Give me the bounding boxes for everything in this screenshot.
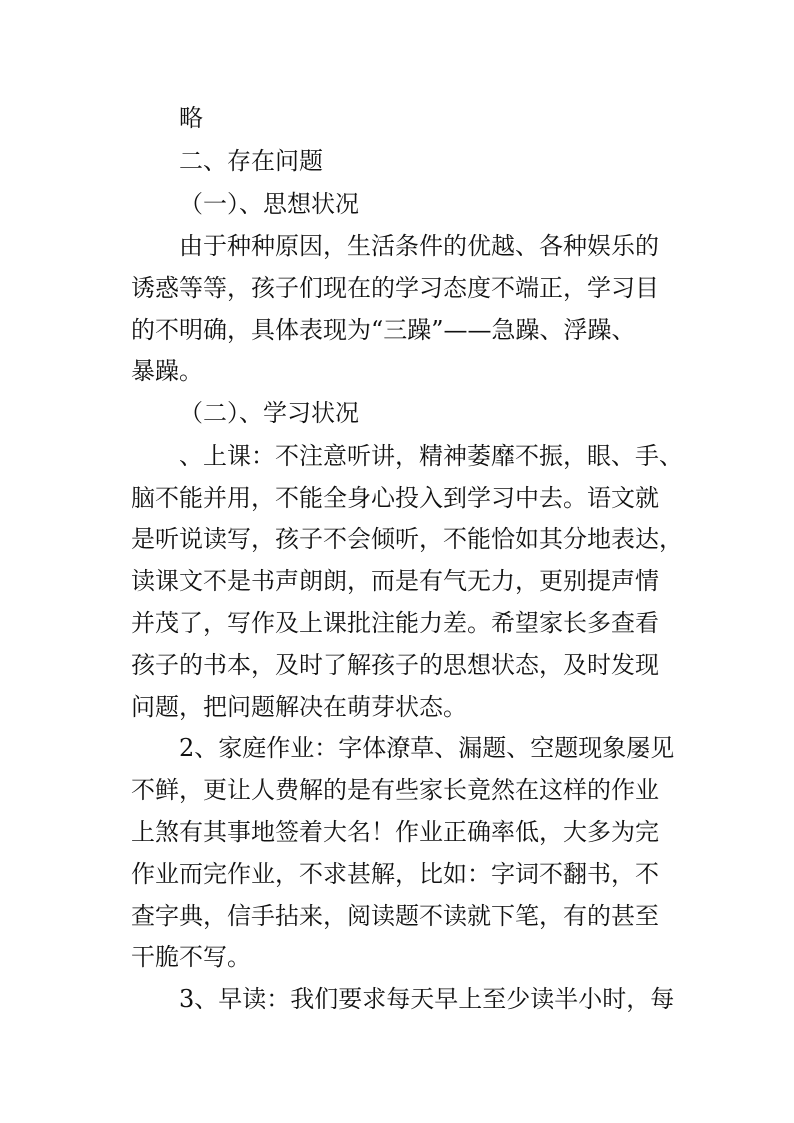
paragraph-line: 并茂了，写作及上课批注能力差。希望家长多查看 [131, 609, 659, 637]
paragraph-line: 的不明确，具体表现为“三躁”——急躁、浮躁、 [131, 316, 636, 344]
paragraph-line: 3、早读：我们要求每天早上至少读半小时，每 [179, 985, 675, 1013]
paragraph-line: 暴躁。 [131, 357, 203, 385]
paragraph-line: 查字典，信手拈来，阅读题不读就下笔，有的甚至 [131, 902, 659, 930]
paragraph-line: 读课文不是书声朗朗，而是有气无力，更别提声情 [131, 567, 659, 595]
paragraph-line: 略 [179, 104, 203, 132]
subsection-heading: （一）、思想状况 [179, 190, 359, 218]
paragraph-line: 作业而完作业，不求甚解，比如：字词不翻书，不 [131, 860, 659, 888]
paragraph-line: 干脆不写。 [131, 943, 251, 971]
paragraph-line: 是听说读写，孩子不会倾听，不能恰如其分地表达， [131, 525, 683, 553]
paragraph-line: 2、家庭作业：字体潦草、漏题、空题现象屡见 [179, 734, 675, 762]
paragraph-line: 孩子的书本，及时了解孩子的思想状态，及时发现 [131, 651, 659, 679]
paragraph-line: 脑不能并用，不能全身心投入到学习中去。语文就 [131, 484, 659, 512]
paragraph-line: 、上课：不注意听讲，精神萎靡不振，眼、手、 [179, 442, 683, 470]
paragraph-line: 上煞有其事地签着大名！作业正确率低，大多为完 [131, 818, 659, 846]
paragraph-line: 问题，把问题解决在萌芽状态。 [131, 693, 467, 721]
subsection-heading: （二）、学习状况 [179, 399, 359, 427]
section-heading: 二、存在问题 [179, 147, 323, 175]
paragraph-line: 不鲜，更让人费解的是有些家长竟然在这样的作业 [131, 776, 659, 804]
paragraph-line: 由于种种原因，生活条件的优越、各种娱乐的 [179, 232, 659, 260]
paragraph-line: 诱惑等等，孩子们现在的学习态度不端正，学习目 [131, 274, 659, 302]
